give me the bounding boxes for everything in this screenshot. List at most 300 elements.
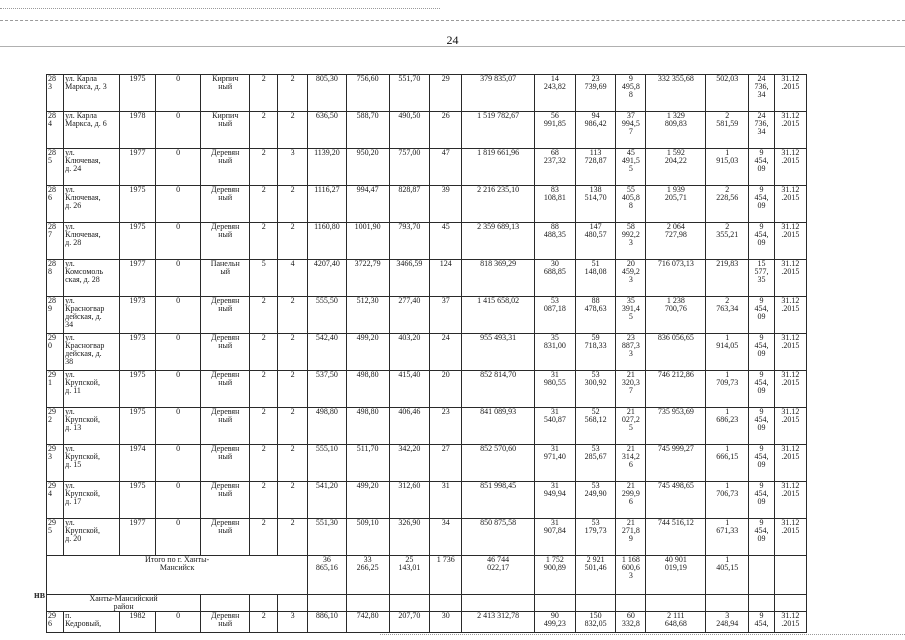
table-cell-num: 28 9 [47,297,64,334]
table-cell-entrances: 2 [278,223,308,260]
table-cell-f1: 31 949,94 [535,482,576,519]
table-cell-f5: 2 355,21 [706,223,749,260]
table-cell-cost: 851 998,45 [462,482,535,519]
table-cell-entrances: 2 [278,334,308,371]
table-cell-cost: 1 415 658,02 [462,297,535,334]
table-cell-num: 29 3 [47,445,64,482]
table-cell-cost: 841 089,93 [462,408,535,445]
table-cell-area_living: 511,70 [346,445,389,482]
table-cell-f3: 21 027,2 5 [616,408,646,445]
table-cell-f5: 1 706,73 [706,482,749,519]
table-cell-address: ул. Карла Маркса, д. 6 [64,112,120,149]
table-cell-residents: 26 [430,112,462,149]
table-cell-deadline: 31.12 .2015 [774,371,806,408]
empty-cell [706,595,749,612]
empty-cell [774,595,806,612]
table-cell-area_total: 555,50 [308,297,347,334]
table-cell-material: Деревян ный [201,334,250,371]
table-cell-material: Кирпич ный [201,75,250,112]
housing-register-table [46,74,807,633]
table-cell-year: 1975 [119,186,155,223]
table-cell-f2: 51 148,08 [575,260,616,297]
table-cell-material: Деревян ный [201,371,250,408]
district-label: Ханты-Мансийский район [47,595,201,612]
table-cell-f5: 502,03 [706,75,749,112]
table-cell-f4: 1 939 205,71 [646,186,706,223]
table-cell-c3: 0 [156,408,201,445]
table-cell-area_total: 541,20 [308,482,347,519]
table-cell-address: ул. Крупской, д. 11 [64,371,120,408]
table-cell-residents: 20 [430,371,462,408]
table-cell-c3: 0 [156,371,201,408]
table-cell-residents: 31 [430,482,462,519]
table-cell-f2: 88 478,63 [575,297,616,334]
table-cell-material: Деревян ный [201,186,250,223]
total-value [749,556,775,595]
table-cell-address: ул. Крупской, д. 15 [64,445,120,482]
table-cell-area_x: 415,40 [389,371,430,408]
table-cell-f6: 9 454, 09 [749,408,775,445]
empty-cell [201,595,250,612]
table-cell-f2: 23 739,69 [575,75,616,112]
table-cell-f3: 60 332,8 [616,612,646,633]
table-cell-f1: 68 237,32 [535,149,576,186]
table-cell-deadline: 31.12 .2015 [774,482,806,519]
table-cell-f5: 1 686,23 [706,408,749,445]
table-cell-f6: 9 454, 09 [749,223,775,260]
table-cell-f1: 31 540,87 [535,408,576,445]
table-cell-area_living: 950,20 [346,149,389,186]
table-cell-deadline: 31.12 .2015 [774,297,806,334]
table-cell-residents: 34 [430,519,462,556]
table-cell-deadline: 31.12 .2015 [774,75,806,112]
table-cell-c3: 0 [156,519,201,556]
table-cell-deadline: 31.12 .2015 [774,334,806,371]
empty-cell [749,595,775,612]
table-cell-c3: 0 [156,445,201,482]
table-cell-f2: 147 480,57 [575,223,616,260]
table-cell-residents: 47 [430,149,462,186]
table-cell-num: 29 6 [47,612,64,633]
table-cell-residents: 124 [430,260,462,297]
table-cell-f6: 9 454, 09 [749,186,775,223]
total-row [47,556,807,595]
total-value: 33 266,25 [346,556,389,595]
table-cell-f1: 14 243,82 [535,75,576,112]
table-cell-f4: 716 073,13 [646,260,706,297]
table-cell-deadline: 31.12 .2015 [774,519,806,556]
table-cell-num: 28 4 [47,112,64,149]
table-cell-f6: 24 736, 34 [749,112,775,149]
table-cell-f5: 1 914,05 [706,334,749,371]
table-cell-material: Кирпич ный [201,112,250,149]
table-cell-area_living: 498,80 [346,408,389,445]
table-cell-f4: 745 498,65 [646,482,706,519]
total-value: 40 901 019,19 [646,556,706,595]
table-cell-c3: 0 [156,297,201,334]
empty-cell [278,595,308,612]
table-cell-area_total: 886,10 [308,612,347,633]
table-cell-f2: 59 718,33 [575,334,616,371]
table-cell-f5: 1 666,15 [706,445,749,482]
table-cell-entrances: 2 [278,519,308,556]
table-cell-cost: 1 819 661,96 [462,149,535,186]
table-cell-floors: 5 [250,260,278,297]
empty-cell [346,595,389,612]
table-cell-f2: 94 986,42 [575,112,616,149]
table-cell-f4: 744 516,12 [646,519,706,556]
table-cell-f6: 9 454, 09 [749,334,775,371]
total-value: 1 405,15 [706,556,749,595]
table-cell-entrances: 2 [278,445,308,482]
table-cell-f4: 2 064 727,98 [646,223,706,260]
table-cell-area_total: 555,10 [308,445,347,482]
total-label: Итого по г. Ханты- Мансийск [47,556,308,595]
empty-cell [389,595,430,612]
table-cell-area_living: 499,20 [346,482,389,519]
table-cell-f6: 9 454, 09 [749,519,775,556]
table-cell-f6: 15 577, 35 [749,260,775,297]
table-cell-area_total: 1139,20 [308,149,347,186]
table-cell-entrances: 3 [278,612,308,633]
table-cell-cost: 955 493,31 [462,334,535,371]
total-value: 1 168 600,6 3 [616,556,646,595]
table-cell-f1: 88 488,35 [535,223,576,260]
footer-mark: нв [34,590,46,601]
table-cell-f1: 83 108,81 [535,186,576,223]
table-cell-floors: 2 [250,186,278,223]
table-cell-num: 28 3 [47,75,64,112]
table-cell-c3: 0 [156,75,201,112]
table-cell-deadline: 31.12 .2015 [774,260,806,297]
table-cell-f5: 1 709,73 [706,371,749,408]
table-cell-num: 29 1 [47,371,64,408]
table-cell-address: ул. Карла Маркса, д. 3 [64,75,120,112]
table-cell-residents: 30 [430,612,462,633]
table-cell-f3: 21 320,3 7 [616,371,646,408]
table-cell-year: 1978 [119,112,155,149]
table-cell-floors: 2 [250,112,278,149]
empty-cell [462,595,535,612]
total-value [774,556,806,595]
table-cell-area_x: 551,70 [389,75,430,112]
table-cell-deadline: 31.12 .2015 [774,408,806,445]
table-cell-area_x: 406,46 [389,408,430,445]
table-cell-year: 1975 [119,371,155,408]
table-cell-deadline: 31.12 .2015 [774,445,806,482]
table-cell-deadline: 31.12 .2015 [774,223,806,260]
table-cell-area_living: 512,30 [346,297,389,334]
scan-artifact-line [380,634,905,635]
table-cell-year: 1975 [119,408,155,445]
table-cell-entrances: 2 [278,408,308,445]
table-row [47,260,807,297]
table-cell-entrances: 2 [278,75,308,112]
table-cell-f3: 35 391,4 5 [616,297,646,334]
table-cell-f6: 9 454, [749,612,775,633]
table-cell-c3: 0 [156,260,201,297]
table-cell-f2: 150 832,05 [575,612,616,633]
table-cell-residents: 27 [430,445,462,482]
table-cell-material: Панельн ый [201,260,250,297]
table-cell-material: Деревян ный [201,408,250,445]
table-cell-area_x: 312,60 [389,482,430,519]
empty-cell [646,595,706,612]
table-cell-num: 28 7 [47,223,64,260]
table-cell-area_x: 342,20 [389,445,430,482]
district-row [47,595,807,612]
table-cell-num: 29 2 [47,408,64,445]
table-cell-f4: 1 329 809,83 [646,112,706,149]
table-cell-year: 1982 [119,612,155,633]
table-cell-material: Деревян ный [201,445,250,482]
table-row [47,371,807,408]
empty-cell [535,595,576,612]
table-cell-area_total: 4207,40 [308,260,347,297]
table-cell-f6: 9 454, 09 [749,482,775,519]
table-cell-num: 29 4 [47,482,64,519]
table-cell-area_total: 636,50 [308,112,347,149]
table-cell-f4: 735 953,69 [646,408,706,445]
table-cell-cost: 2 216 235,10 [462,186,535,223]
table-cell-floors: 2 [250,149,278,186]
table-cell-floors: 2 [250,297,278,334]
table-cell-address: ул. Ключевая, д. 26 [64,186,120,223]
table-cell-area_total: 551,30 [308,519,347,556]
table-cell-c3: 0 [156,223,201,260]
table-cell-cost: 2 413 312,78 [462,612,535,633]
table-cell-cost: 379 835,07 [462,75,535,112]
table-cell-entrances: 2 [278,186,308,223]
table-cell-num: 28 6 [47,186,64,223]
table-cell-year: 1975 [119,75,155,112]
total-value: 25 143,01 [389,556,430,595]
table-row [47,223,807,260]
table-cell-area_x: 828,87 [389,186,430,223]
table-cell-floors: 2 [250,482,278,519]
table-cell-c3: 0 [156,334,201,371]
table-cell-f5: 1 915,03 [706,149,749,186]
table-row [47,186,807,223]
total-value: 2 921 501,46 [575,556,616,595]
table-cell-residents: 39 [430,186,462,223]
table-cell-f6: 9 454, 09 [749,149,775,186]
table-cell-f4: 746 212,86 [646,371,706,408]
table-cell-f6: 24 736, 34 [749,75,775,112]
table-cell-f3: 45 491,5 5 [616,149,646,186]
table-cell-c3: 0 [156,149,201,186]
table-cell-area_living: 756,60 [346,75,389,112]
table-cell-area_total: 542,40 [308,334,347,371]
table-cell-area_living: 3722,79 [346,260,389,297]
table-cell-area_x: 403,20 [389,334,430,371]
table-cell-material: Деревян ный [201,149,250,186]
empty-cell [430,595,462,612]
table-cell-f5: 1 671,33 [706,519,749,556]
table-cell-f1: 31 980,55 [535,371,576,408]
scan-artifact-line [0,20,905,21]
page-number: 24 [446,33,459,47]
empty-cell [616,595,646,612]
table-cell-area_x: 277,40 [389,297,430,334]
table-cell-residents: 24 [430,334,462,371]
table-cell-f5: 2 763,34 [706,297,749,334]
table-cell-address: п. Кедровый, [64,612,120,633]
table-cell-year: 1975 [119,223,155,260]
table-cell-area_living: 742,80 [346,612,389,633]
table-cell-f4: 332 355,68 [646,75,706,112]
table-cell-f1: 53 087,18 [535,297,576,334]
scan-artifact-line [0,8,440,9]
table-cell-year: 1977 [119,519,155,556]
table-row [47,482,807,519]
table-cell-c3: 0 [156,482,201,519]
empty-cell [250,595,278,612]
table-cell-f2: 52 568,12 [575,408,616,445]
table-cell-cost: 852 814,70 [462,371,535,408]
table-cell-area_x: 326,90 [389,519,430,556]
table-cell-c3: 0 [156,612,201,633]
table-cell-f3: 20 459,2 3 [616,260,646,297]
table-cell-f3: 23 887,3 3 [616,334,646,371]
table-cell-floors: 2 [250,612,278,633]
table-cell-cost: 852 570,60 [462,445,535,482]
table-cell-area_living: 498,80 [346,371,389,408]
table-cell-f6: 9 454, 09 [749,297,775,334]
table-cell-f3: 21 299,9 6 [616,482,646,519]
table-cell-area_total: 537,50 [308,371,347,408]
table-cell-entrances: 4 [278,260,308,297]
table-cell-f3: 21 314,2 6 [616,445,646,482]
table-cell-address: ул. Ключевая, д. 24 [64,149,120,186]
table-row [47,445,807,482]
total-value: 1 752 900,89 [535,556,576,595]
table-cell-area_x: 3466,59 [389,260,430,297]
table-cell-f4: 745 999,27 [646,445,706,482]
table-cell-address: ул. Крупской, д. 13 [64,408,120,445]
table-body [47,75,807,633]
table-cell-f6: 9 454, 09 [749,371,775,408]
table-cell-deadline: 31.12 .2015 [774,186,806,223]
table-cell-f1: 31 971,40 [535,445,576,482]
table-cell-residents: 37 [430,297,462,334]
table-cell-area_x: 207,70 [389,612,430,633]
table-cell-floors: 2 [250,75,278,112]
table-cell-area_total: 805,30 [308,75,347,112]
table-cell-material: Деревян ный [201,519,250,556]
total-value: 1 736 [430,556,462,595]
table-cell-f5: 219,83 [706,260,749,297]
table-cell-area_living: 588,70 [346,112,389,149]
table-cell-f1: 35 831,00 [535,334,576,371]
table-cell-f5: 3 248,94 [706,612,749,633]
table-cell-f1: 30 688,85 [535,260,576,297]
table-row [47,408,807,445]
table-row [47,334,807,371]
table-cell-entrances: 2 [278,297,308,334]
table-cell-f4: 1 238 700,76 [646,297,706,334]
total-value: 36 865,16 [308,556,347,595]
table-cell-f6: 9 454, 09 [749,445,775,482]
table-cell-area_living: 1001,90 [346,223,389,260]
table-cell-address: ул. Красногвар дейская, д. 34 [64,297,120,334]
table-cell-residents: 45 [430,223,462,260]
table-cell-f5: 2 228,56 [706,186,749,223]
table-cell-floors: 2 [250,519,278,556]
table-cell-year: 1973 [119,334,155,371]
table-cell-area_x: 757,00 [389,149,430,186]
table-cell-floors: 2 [250,334,278,371]
table-cell-year: 1975 [119,482,155,519]
table-cell-entrances: 2 [278,482,308,519]
table-cell-f1: 56 991,85 [535,112,576,149]
table-cell-cost: 850 875,58 [462,519,535,556]
table-cell-floors: 2 [250,223,278,260]
table-cell-address: ул. Комсомоль ская, д. 28 [64,260,120,297]
table-cell-area_living: 994,47 [346,186,389,223]
table-cell-deadline: 31.12 .2015 [774,149,806,186]
table-cell-f3: 58 992,2 3 [616,223,646,260]
table-cell-year: 1974 [119,445,155,482]
table-cell-deadline: 31.12 .2015 [774,612,806,633]
table-cell-f4: 1 592 204,22 [646,149,706,186]
table-cell-num: 28 8 [47,260,64,297]
table-cell-entrances: 3 [278,149,308,186]
table-cell-f3: 55 405,8 8 [616,186,646,223]
table-cell-year: 1977 [119,149,155,186]
table-cell-cost: 1 519 782,67 [462,112,535,149]
table-cell-f2: 53 249,90 [575,482,616,519]
table-cell-area_x: 793,70 [389,223,430,260]
table-cell-area_living: 509,10 [346,519,389,556]
table-cell-f2: 53 179,73 [575,519,616,556]
table-cell-area_x: 490,50 [389,112,430,149]
table-cell-f2: 113 728,87 [575,149,616,186]
table-cell-c3: 0 [156,186,201,223]
table-cell-area_total: 1116,27 [308,186,347,223]
table-row [47,75,807,112]
table-cell-address: ул. Ключевая, д. 28 [64,223,120,260]
table-row [47,149,807,186]
table-cell-f2: 53 300,92 [575,371,616,408]
table-cell-material: Деревян ный [201,482,250,519]
table-cell-year: 1977 [119,260,155,297]
table-cell-material: Деревян ный [201,223,250,260]
table-cell-f2: 138 514,70 [575,186,616,223]
table-cell-entrances: 2 [278,371,308,408]
table-cell-address: ул. Крупской, д. 17 [64,482,120,519]
table-cell-address: ул. Красногвар дейская, д. 38 [64,334,120,371]
table-cell-floors: 2 [250,371,278,408]
table-cell-num: 29 0 [47,334,64,371]
table-cell-f3: 21 271,8 9 [616,519,646,556]
table-cell-residents: 23 [430,408,462,445]
table-row [47,297,807,334]
table-cell-f3: 9 495,8 8 [616,75,646,112]
table-cell-f1: 31 907,84 [535,519,576,556]
table-cell-cost: 2 359 689,13 [462,223,535,260]
table-cell-f2: 53 285,67 [575,445,616,482]
empty-cell [308,595,347,612]
table-row [47,112,807,149]
table-cell-f4: 836 056,65 [646,334,706,371]
table-cell-num: 28 5 [47,149,64,186]
table-cell-num: 29 5 [47,519,64,556]
table-row [47,519,807,556]
table-cell-f3: 37 994,5 7 [616,112,646,149]
table-cell-f5: 2 581,59 [706,112,749,149]
table-cell-material: Деревян ный [201,297,250,334]
